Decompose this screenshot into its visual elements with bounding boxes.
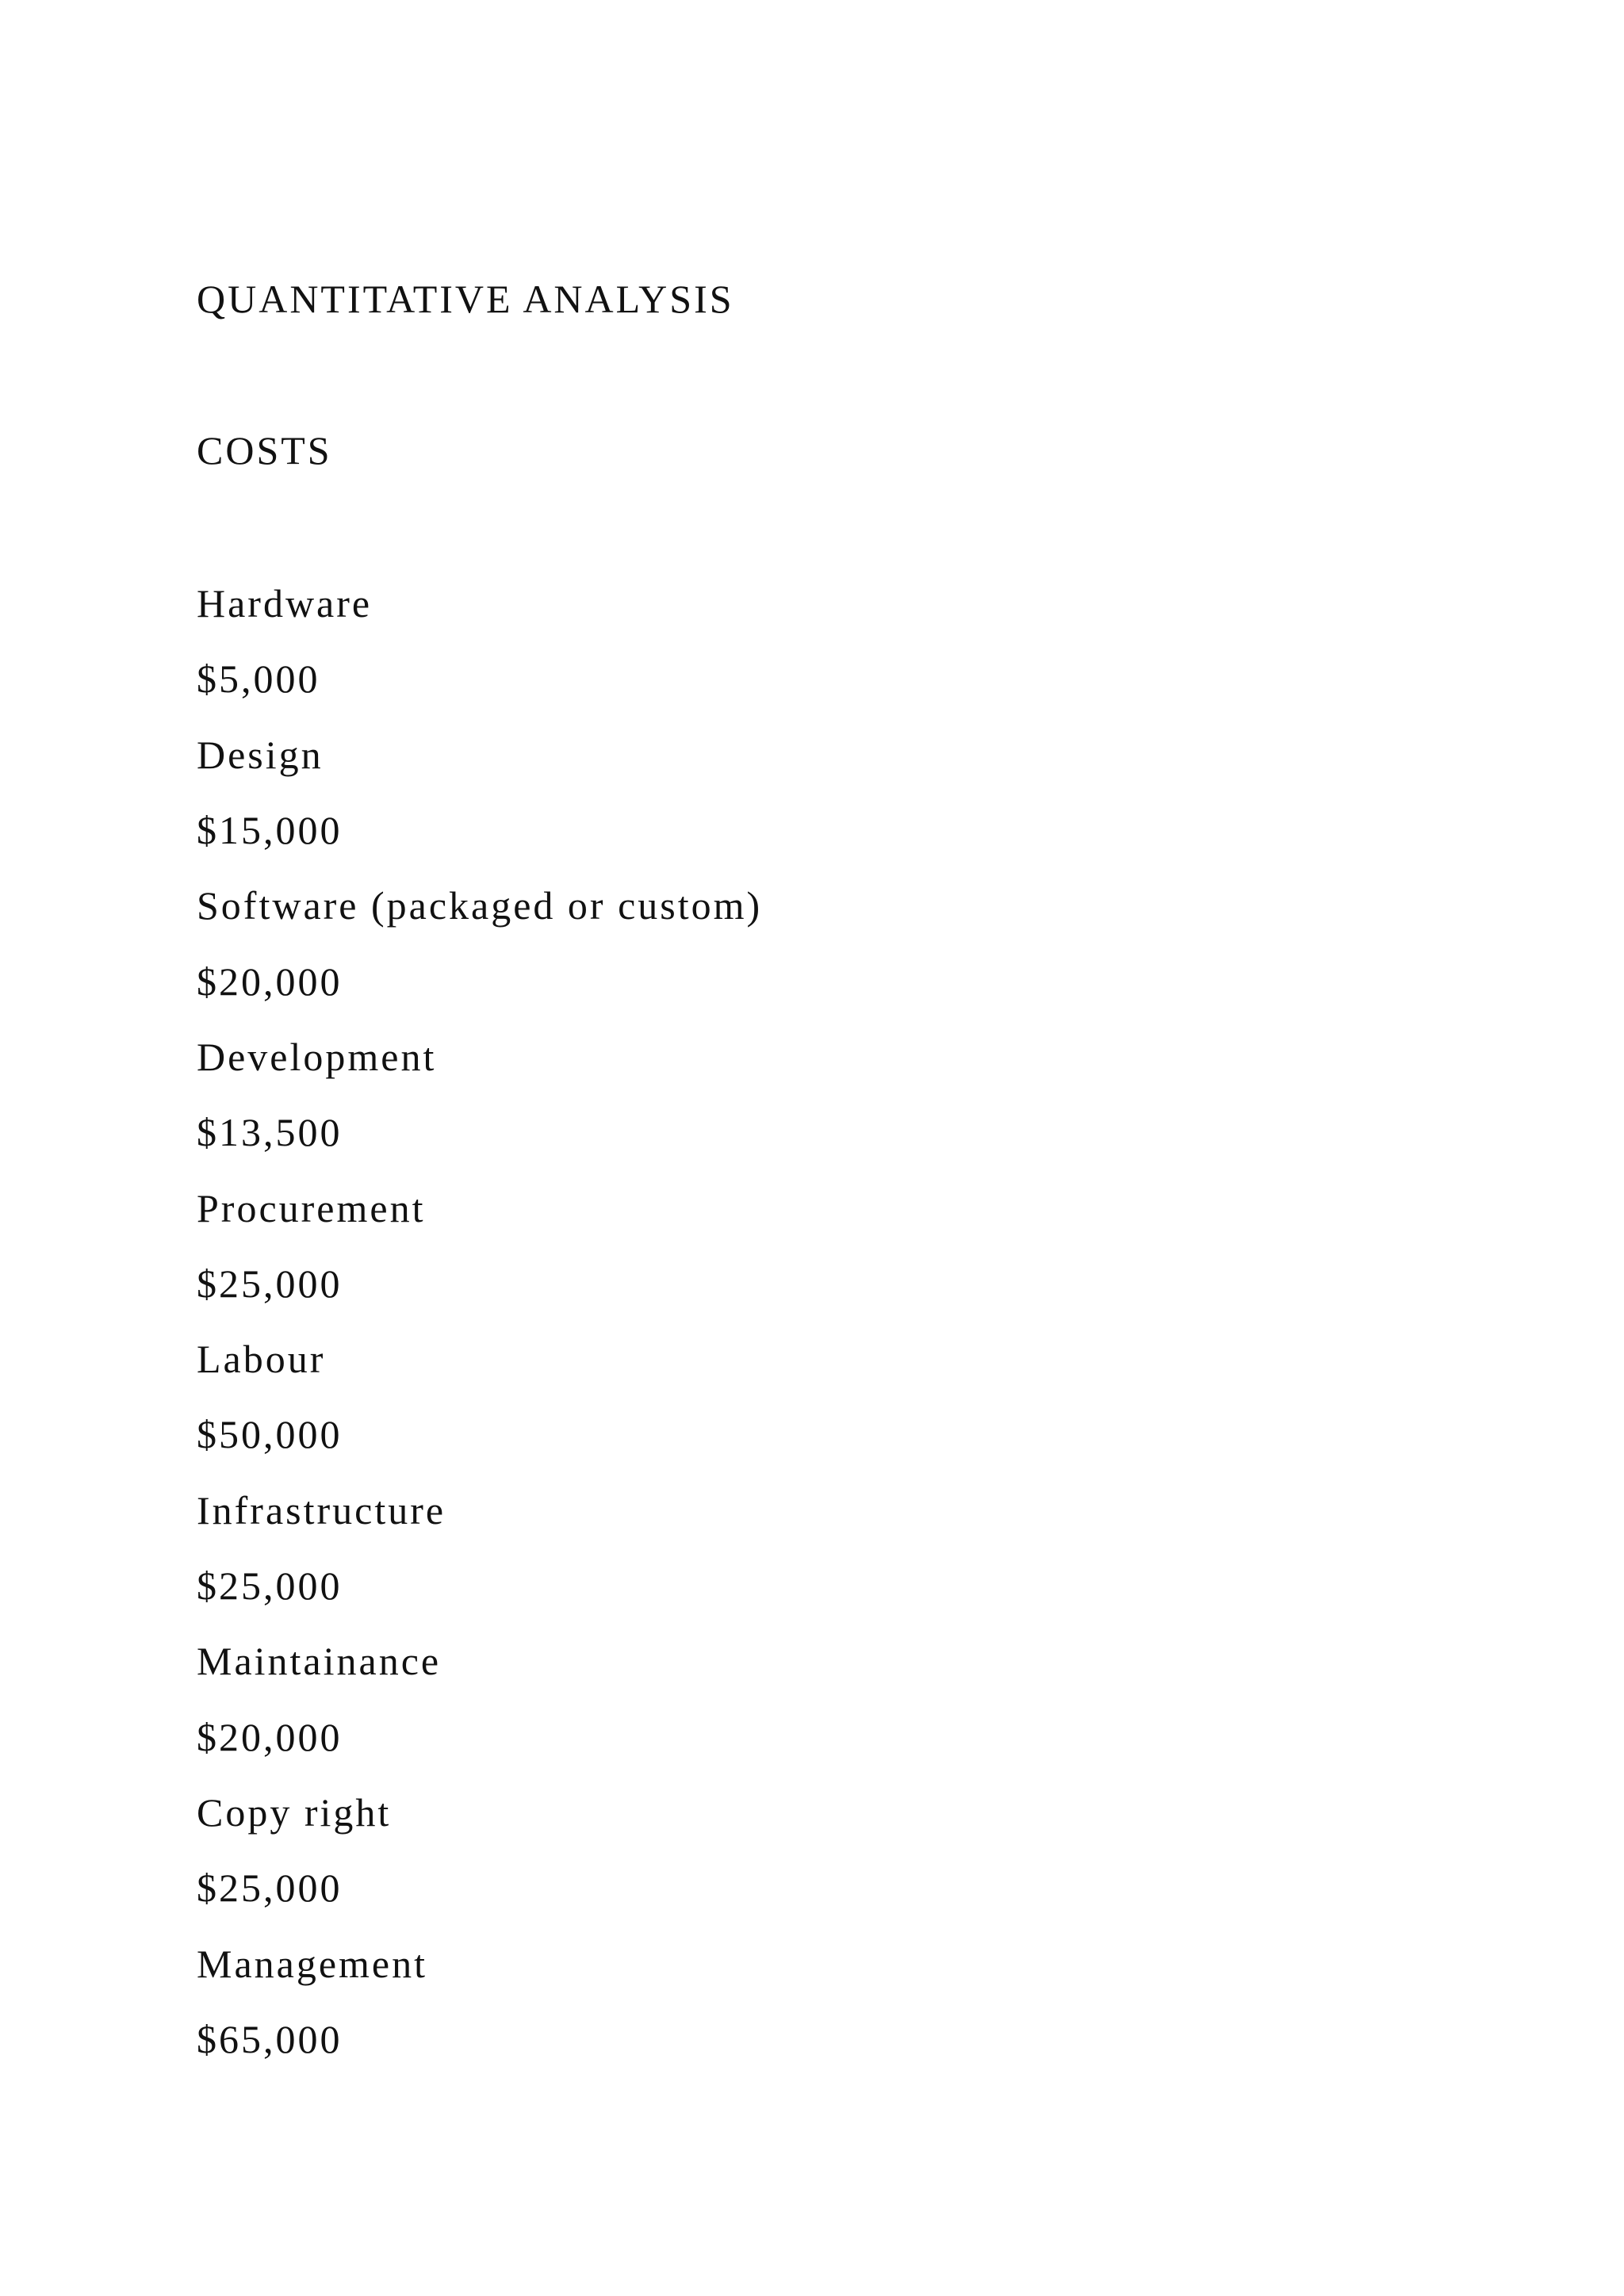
cost-item-label: Copy right <box>197 1790 392 1835</box>
cost-item-label: Development <box>197 1035 437 1079</box>
cost-item-label: Software (packaged or custom) <box>197 883 763 928</box>
cost-item-amount: $65,000 <box>197 2017 343 2061</box>
cost-item-label: Labour <box>197 1337 326 1381</box>
cost-item-label: Hardware <box>197 581 373 626</box>
cost-item-label: Infrastructure <box>197 1488 446 1533</box>
cost-item-amount: $20,000 <box>197 1715 343 1759</box>
cost-item-amount: $5,000 <box>197 656 320 701</box>
cost-item-amount: $20,000 <box>197 959 343 1004</box>
cost-item-label: Design <box>197 733 324 777</box>
cost-item-amount: $15,000 <box>197 808 343 852</box>
cost-item-amount: $13,500 <box>197 1110 343 1154</box>
cost-item-amount: $25,000 <box>197 1563 343 1608</box>
cost-item-amount: $50,000 <box>197 1412 343 1456</box>
cost-item-amount: $25,000 <box>197 1261 343 1306</box>
cost-item-label: Procurement <box>197 1186 426 1230</box>
page-title: QUANTITATIVE ANALYSIS <box>197 277 734 321</box>
cost-item-label: Maintainance <box>197 1639 442 1683</box>
cost-item-amount: $25,000 <box>197 1866 343 1910</box>
section-heading-costs: COSTS <box>197 428 332 473</box>
cost-item-label: Management <box>197 1942 428 1986</box>
